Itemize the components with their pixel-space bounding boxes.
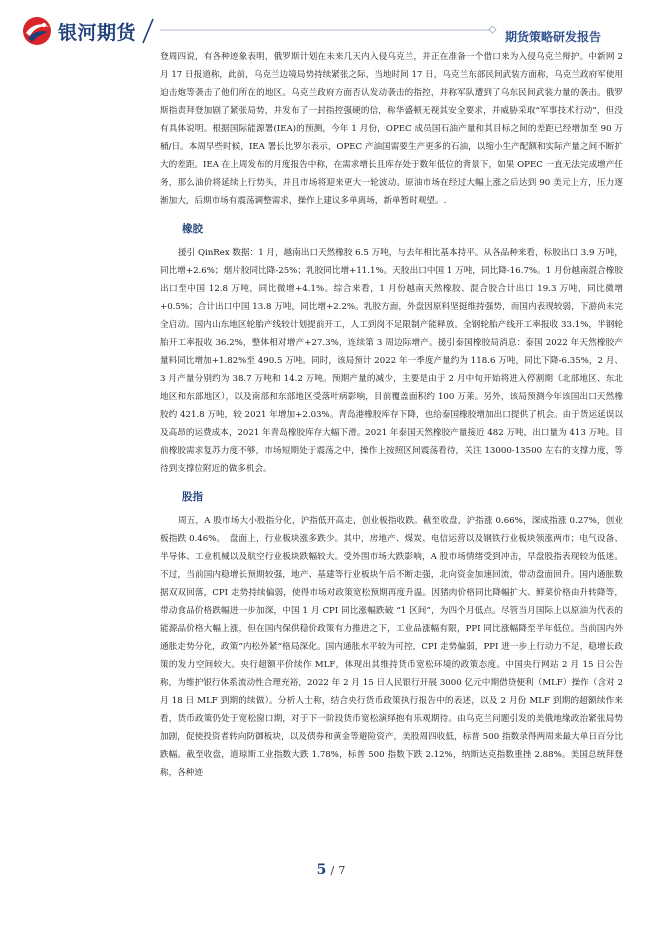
header-rule [160,26,500,34]
total-pages: 7 [338,864,346,877]
crude-oil-paragraph: 登周四说，有各种迹象表明，俄罗斯计划在未来几天内入侵乌克兰，并正在准备一个借口来为入侵乌克兰辩护。中新网 2 月 17 日报道称，此前，乌克兰边境局势持续紧张之际，当地时间 17 日，乌克兰东部民间武装方面称，乌克兰政府军使用迫击炮等袭击了他们所在的地区。乌克兰政府方面否认发动袭击的指控，并称军队遭到了乌东民间武装力量的袭击。俄罗斯指责拜登加剧了紧张局势，并发布了一封指控强硬的信，称华盛顿无视其安全要求，并威胁采取“军事技术行动”，但没有具体说明。根据国际能源署(IEA)的预测，今年 1 月份，OPEC 成员国石油产量和其目标之间的差距已经增加至 90 万桶/日。本周早些时候，IEA 署长比罗尔表示，OPEC 产油国需要生产更多的石油，以缩小生产配额和实际产量之间不断扩大的差距。IEA 在上周发布的月度报告中称，在需求增长且库存处于数年低位的背景下，如果 OPEC 一直无法完成增产任务，那么油价将延续上行势头，并且市场将迎来更大一轮波动。原油市场在经过大幅上涨之后达到 90 美元上方，压力逐渐加大，后期市场有震荡调整需求，操作上建议多单离场，新单暂时观望。. [160,52,623,206]
page-number [0,862,662,878]
stock-index-paragraph: 周五，A 股市场大小股指分化，沪指低开高走，创业板指收跌。截至收盘，沪指涨 0.66%，深成指涨 0.27%，创业板指跌 0.46%。 盘面上，行业板块涨多跌少。其中，房地产、煤炭、电信运营以及钢铁行业板块领涨两市；电气设备、半导体、工业机械以及航空行业板块跌幅较大。受外围市场大跌影响，A 股市场情绪受到冲击，早盘股指表现较为低迷。不过，当前国内稳增长预期较强，地产、基建等行业板块午后不断走强，北向资金加速回流，带动盘面回升。国内通胀数据双双回落，CPI 走势持续偏弱，使得市场对政策宽松预期再度升温。因猪肉价格同比降幅扩大、鲜菜价格由升转降等，带动食品价格跌幅进一步加深，中国 1 月 CPI 同比涨幅跌破 “1 区间”，为四个月低点。尽管当月国际上以原油为代表的能源品价格大幅上涨，但在国内保供稳价政策有力推进之下，工业品涨幅有限，PPI 同比涨幅降至半年低位。当前国内外通胀走势分化，政策“内松外紧”格局深化。国内通胀水平较为可控，CPI 走势偏弱，PPI 进一步上行动力不足，稳增长政策的发力空间较大。央行超额平价续作 MLF，体现出其维持货币宽松环境的政策态度。中国央行网站 2 月 15 日公告称，为维护银行体系流动性合理充裕，2022 年 2 月 15 日人民银行开展 3000 亿元中期借贷便利（MLF）操作（含对 2 月 18 日 MLF 到期的续做）。分析人士称，结合央行货币政策执行报告中的表述，以及 2 月份 MLF 到期的超额续作来看，货币政策仍处于宽松窗口期，对于下一阶段货币宽松演绎抱有乐观期待。由乌克兰问题引发的美俄地缘政治紧张局势加剧，促使投资者转向防御板块，以及债券和黄金等避险资产，美股周四收低，标普 500 指数录得两周来最大单日百分比跌幅。截至收盘，道琼斯工业指数大跌 1.78%，标普 500 指数下跌 2.12%，纳斯达克指数重挫 2.88%。美国总统拜登称，各种迹 [160,516,623,778]
galaxy-logo-icon [22,16,52,46]
brand-name: 银河期货 [58,22,137,44]
report-type-title: 期货策略研发报告 [505,30,602,44]
report-body [160,48,623,782]
current-page: 5 [316,862,327,878]
divider-slash-icon [140,16,156,46]
section-title-rubber: 橡胶 [182,223,203,235]
page-separator: / [330,864,335,877]
section-title-stock-index: 股指 [182,491,203,503]
rubber-paragraph: 援引 QinRex 数据：1 月，越南出口天然橡胶 6.5 万吨，与去年相比基本持平。从各品种来看，标胶出口 3.9 万吨，同比增+2.6%；烟片胶同比降-25%；乳胶同比增+11.1%。天胶出口中国 1 万吨，同比降-16.7%。1 月份越南混合橡胶出口至中国 12.8 万吨，同比微增+4.1%。综合来看，1 月份越南天然橡胶、混合胶合计出口 19.3 万吨，同比微增+0.5%；合计出口中国 13.8 万吨，同比增+2.2%。乳胶方面，外盘因原料坚挺维持强势，而国内表现较弱，下游尚未完全启动。国内山东地区轮胎产线较计划提前开工，人工到岗不足限制产能释放。全钢轮胎产线开工率报收 33.1%，半钢轮胎开工率报收 36.2%，整体相对增产+27.3%，连续第 3 周边际增产。援引泰国橡胶局消息：泰国 2022 年天然橡胶产量料同比增加+1.82%至 490.5 万吨。同时，该局预计 2022 年一季度产量约为 118.6 万吨，同比下降-6.35%，2 月、3 月产量分别约为 38.7 万吨和 14.2 万吨。预期产量的减少，主要是由于 2 月中旬开始将进入停割期（北部地区、东北地区和东部地区），以及南部和东部地区受落叶病影响，目前覆盖面积约 100 万莱。另外，该局预测今年该国出口天然橡胶约 421.8 万吨，较 2021 年增加+2.03%。青岛港橡胶库存下降，也给泰国橡胶增加出口提供了机会。由于货运延误以及高昂的运费成本，2021 年青岛橡胶库存大幅下滑。2021 年泰国天然橡胶产量接近 482 万吨，出口量为 413 万吨。目前橡胶需求复苏力度不够，市场短期处于震荡之中，操作上按照区间震荡看待，关注 13000-13500 左右的支撑力度，等待到支撑位附近的做多机会。 [160,248,623,474]
